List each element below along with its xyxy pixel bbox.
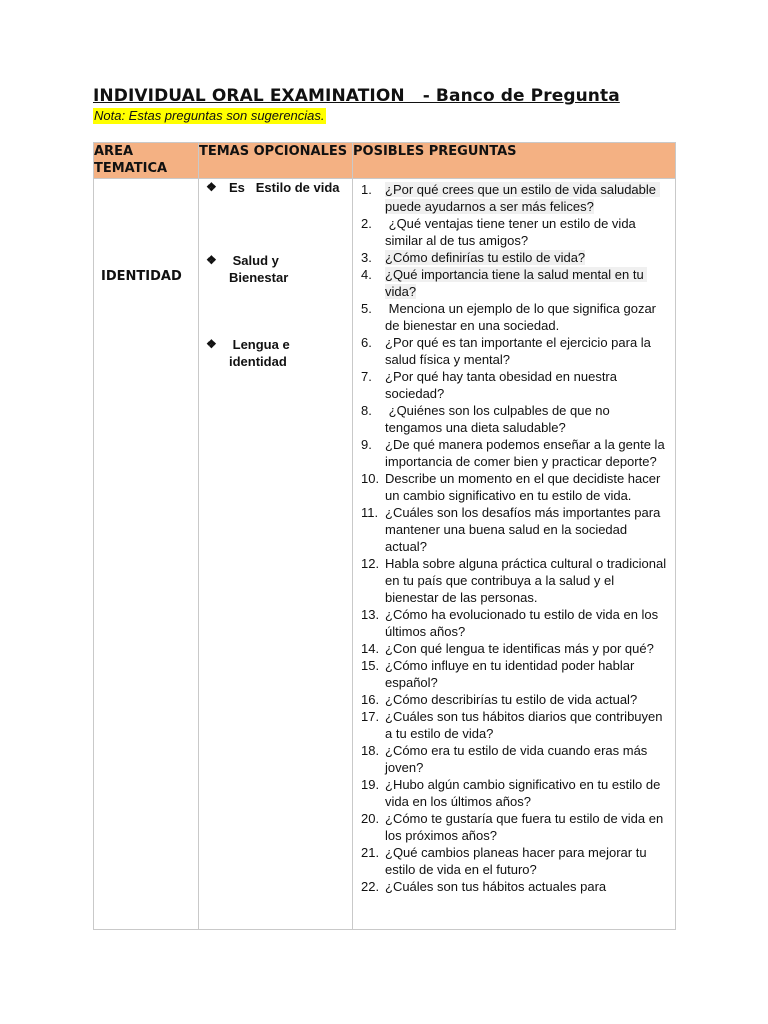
question-item: 7. ¿Por qué hay tanta obesidad en nuestra sociedad? [361, 369, 621, 401]
diamond-bullet-icon: ❖ [206, 337, 217, 351]
question-item: 10. Describe un momento en el que decidiste hacer un cambio significativo en tu estilo de vida. [361, 471, 664, 503]
topic-label: Salud y Bienestar [229, 253, 289, 285]
question-item: 20. ¿Cómo te gustaría que fuera tu estilo de vida en los próximos años? [361, 811, 667, 843]
table-header-row [94, 143, 676, 179]
question-item: 4. ¿Qué importancia tiene la salud mental en tu vida? [361, 267, 648, 299]
question-item: 19. ¿Hubo algún cambio significativo en tu estilo de vida en los últimos años? [361, 777, 664, 809]
topics-cell [199, 179, 353, 930]
question-item: 12. Habla sobre alguna práctica cultural o tradicional en tu país que contribuya a la salud y el bienestar de las personas. [361, 556, 670, 605]
question-item: 16. ¿Cómo describirías tu estilo de vida actual? [361, 692, 638, 707]
question-item: 15. ¿Cómo influye en tu identidad poder hablar español? [361, 658, 638, 690]
question-item: 8. ¿Quiénes son los culpables de que no tengamos una dieta saludable? [361, 403, 614, 435]
highlighted-note: Nota: Estas preguntas son sugerencias. [94, 108, 325, 123]
column-header-questions: POSIBLES PREGUNTAS [353, 143, 676, 179]
diamond-bullet-icon: ❖ [206, 180, 217, 194]
topic-label: Lengua e identidad [229, 337, 290, 369]
question-item: 2. ¿Qué ventajas tiene tener un estilo de vida similar al de tus amigos? [361, 216, 640, 248]
area-cell [94, 179, 199, 930]
questions-cell [353, 179, 676, 930]
question-item: 11. ¿Cuáles son los desafíos más importantes para mantener una buena salud en la sociedad actual? [361, 505, 664, 554]
question-bank-table [93, 142, 676, 930]
question-item: 14. ¿Con qué lengua te identificas más y por qué? [361, 641, 654, 656]
question-item: 13. ¿Cómo ha evolucionado tu estilo de vida en los últimos años? [361, 607, 662, 639]
topic-label: Es Estilo de vida [229, 180, 340, 195]
document-title: INDIVIDUAL ORAL EXAMINATION - Banco de Pregunta [93, 86, 620, 106]
topic-item [206, 252, 346, 286]
area-label: IDENTIDAD [101, 268, 182, 284]
question-item: 17. ¿Cuáles son tus hábitos diarios que contribuyen a tu estilo de vida? [361, 709, 667, 741]
question-item: 3. ¿Cómo definirías tu estilo de vida? [361, 250, 586, 265]
topic-item [206, 336, 346, 370]
question-item: 5. Menciona un ejemplo de lo que significa gozar de bienestar en una sociedad. [361, 301, 660, 333]
question-item: 6. ¿Por qué es tan importante el ejercicio para la salud física y mental? [361, 335, 655, 367]
column-header-area: AREA TEMATICA [94, 143, 199, 179]
diamond-bullet-icon: ❖ [206, 253, 217, 267]
table-row [94, 179, 676, 930]
column-header-topics: TEMAS OPCIONALES [199, 143, 353, 179]
question-item: 21. ¿Qué cambios planeas hacer para mejorar tu estilo de vida en el futuro? [361, 845, 651, 877]
question-item: 1. ¿Por qué crees que un estilo de vida saludable puede ayudarnos a ser más felices? [361, 182, 660, 214]
topic-item [206, 179, 346, 196]
question-item: 22. ¿Cuáles son tus hábitos actuales para [361, 879, 607, 894]
question-item: 9. ¿De qué manera podemos enseñar a la gente la importancia de comer bien y practicar deporte? [361, 437, 669, 469]
question-list [353, 179, 675, 895]
question-item: 18. ¿Cómo era tu estilo de vida cuando eras más joven? [361, 743, 651, 775]
